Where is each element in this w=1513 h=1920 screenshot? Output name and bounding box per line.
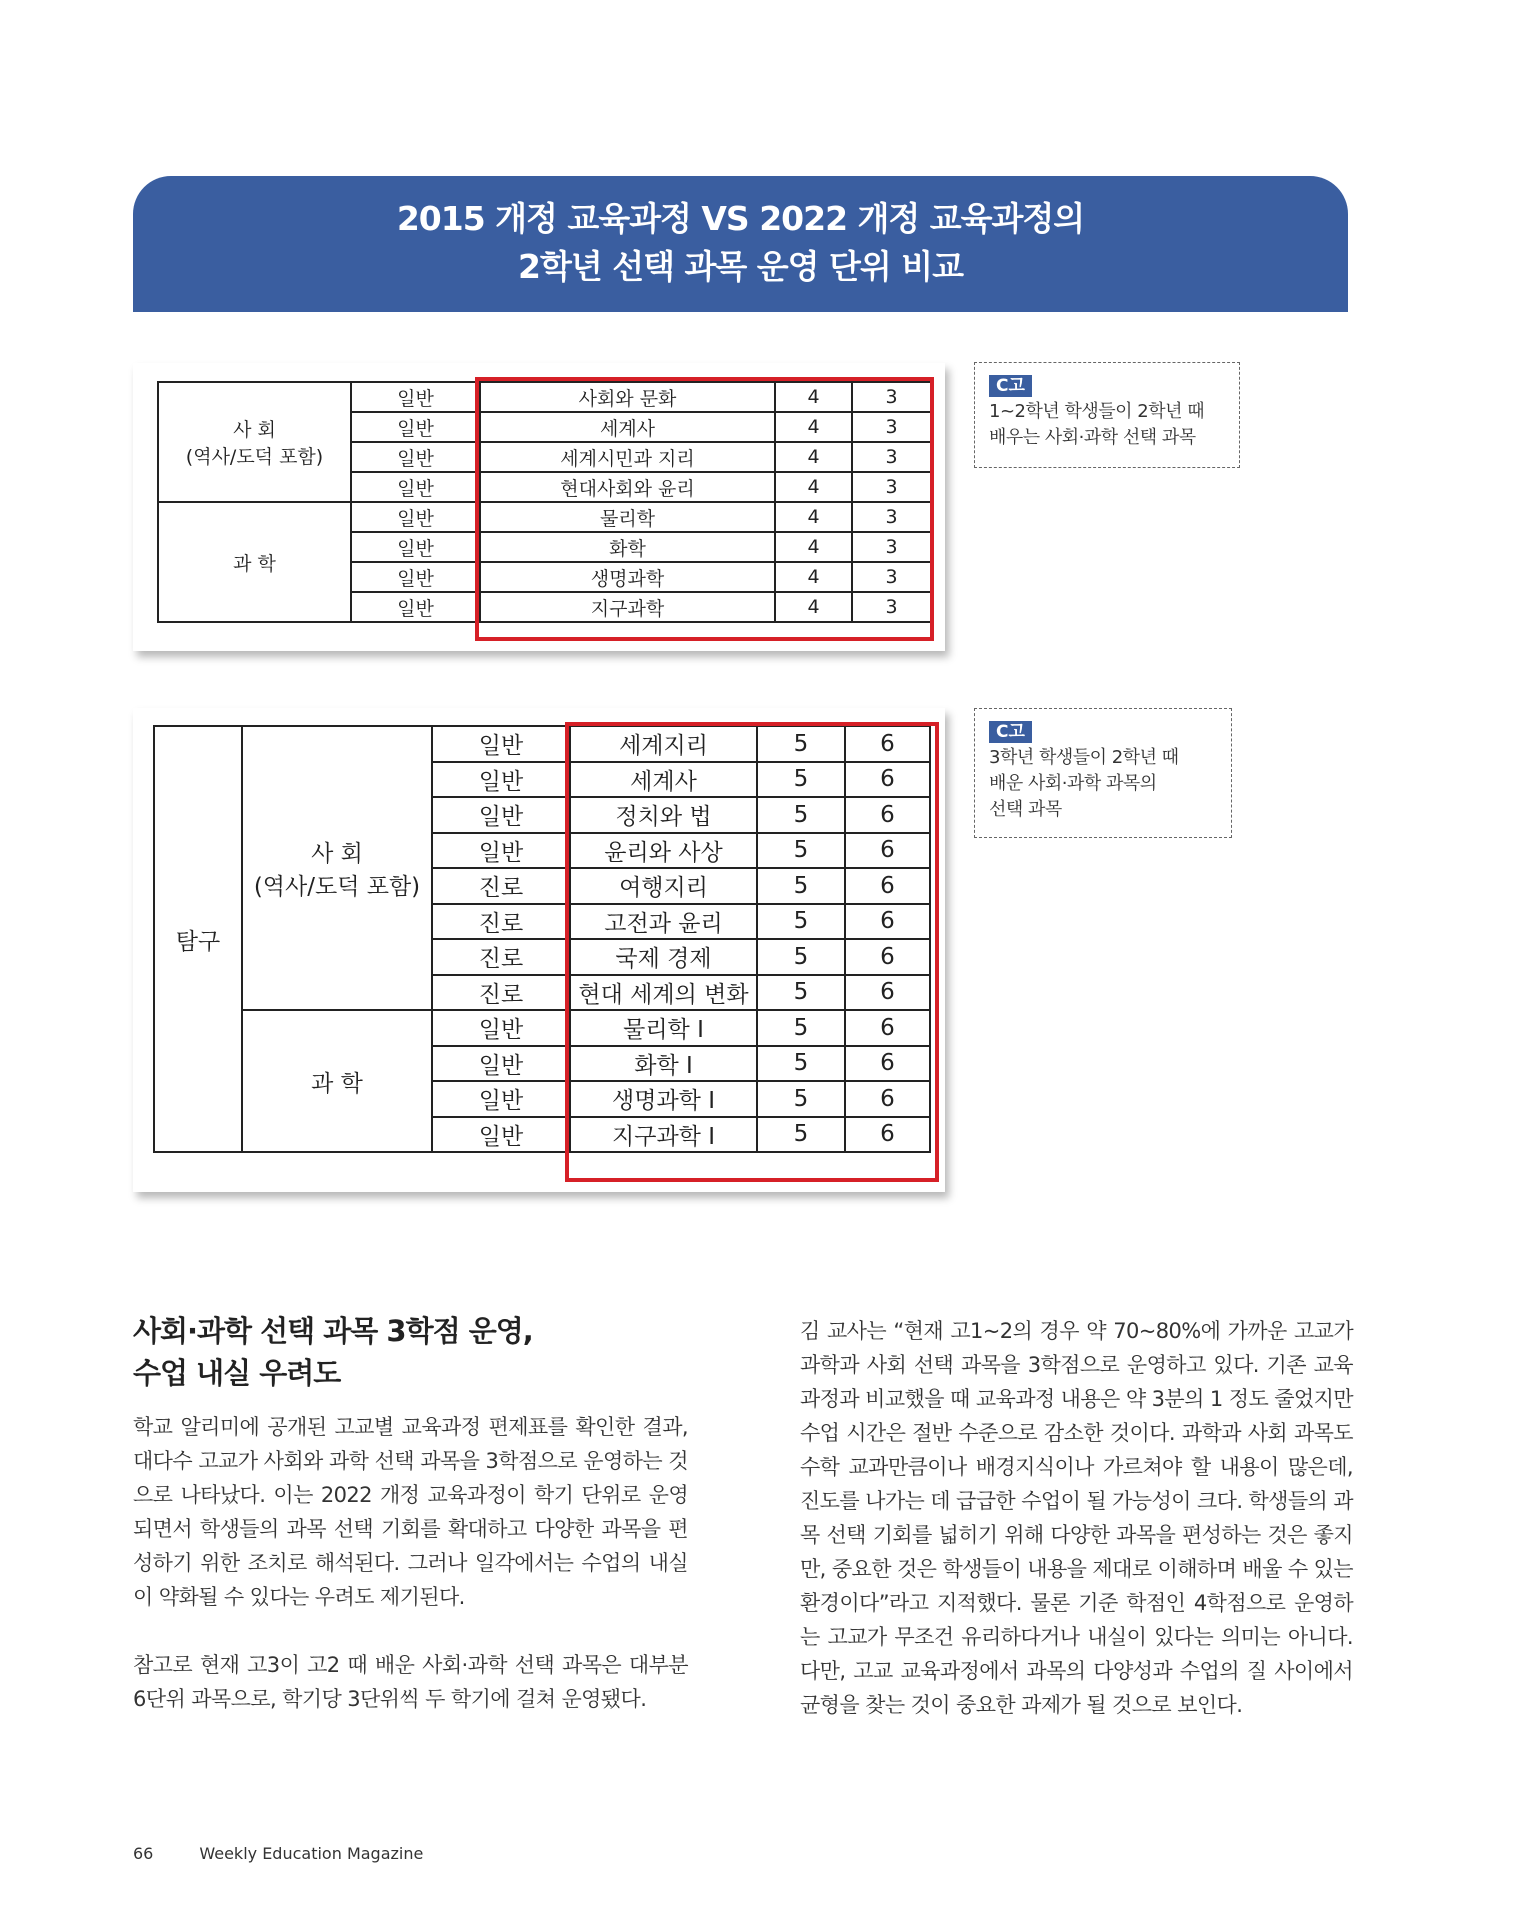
units-a-cell: 5 (757, 1010, 845, 1046)
subject-group-cell (158, 382, 351, 502)
group-name-line2: (역사/도덕 포함) (185, 446, 324, 468)
subject-cell: 고전과 윤리 (570, 904, 757, 940)
table2-panel (133, 708, 945, 1192)
units-b-cell: 6 (845, 975, 930, 1011)
subject-group-cell (158, 502, 351, 622)
subject-cell: 현대 세계의 변화 (570, 975, 757, 1011)
course-type-cell: 일반 (351, 562, 480, 592)
table1-note (974, 362, 1240, 468)
units-2022-cell: 3 (852, 472, 931, 502)
subject-cell: 현대사회와 윤리 (480, 472, 775, 502)
course-type-cell: 일반 (351, 592, 480, 622)
article-heading-line2: 수업 내실 우려도 (133, 1356, 341, 1390)
subject-cell: 물리학 (480, 502, 775, 532)
subject-cell: 세계사 (570, 762, 757, 798)
group-name-line1: 사 회 (311, 841, 363, 867)
units-a-cell: 5 (757, 939, 845, 975)
units-a-cell: 5 (757, 762, 845, 798)
table-row (158, 502, 931, 532)
units-b-cell: 6 (845, 762, 930, 798)
units-b-cell: 6 (845, 797, 930, 833)
units-2015-cell: 4 (775, 412, 852, 442)
units-b-cell: 6 (845, 939, 930, 975)
course-type-cell: 일반 (432, 1046, 570, 1082)
note2-line3: 선택 과목 (989, 799, 1062, 820)
units-a-cell: 5 (757, 1046, 845, 1082)
units-2022-cell: 3 (852, 442, 931, 472)
course-type-cell: 일반 (351, 532, 480, 562)
units-2015-cell: 4 (775, 472, 852, 502)
units-a-cell: 5 (757, 797, 845, 833)
units-b-cell: 6 (845, 1010, 930, 1046)
subject-cell: 사회와 문화 (480, 382, 775, 412)
article-paragraph-3: 김 교사는 “현재 고1~2의 경우 약 70~80%에 가까운 고교가 과학과 사회 선택 과목을 3학점으로 운영하고 있다. 기존 교육과정과 비교했을 때 교육과정 내용은 약 3분의 1 정도 줄었지만 수업 시간은 절반 수준으로 감소한 것이다. 과학과 사회 과목도 수학 교과만큼이나 배경지식이나 가르쳐야 할 내용이 많은데, 진도를 나가는 데 급급한 수업이 될 가능성이 크다. 학생들의 과목 선택 기회를 넓히기 위해 다양한 과목을 편성하는 것은 좋지만, 중요한 것은 학생들이 내용을 제대로 이해하며 배울 수 있는 환경이다”라고 지적했다. 물론 기준 학점인 4학점으로 운영하는 고교가 무조건 유리하다거나 내실이 있다는 의미는 아니다. 다만, 고교 교육과정에서 과목의 다양성과 수업의 질 사이에서 균형을 찾는 것이 중요한 과제가 될 것으로 보인다. (800, 1319, 1353, 1717)
subject-cell: 여행지리 (570, 868, 757, 904)
title-banner (133, 176, 1348, 312)
units-2015-cell: 4 (775, 502, 852, 532)
subject-cell: 국제 경제 (570, 939, 757, 975)
units-a-cell: 5 (757, 975, 845, 1011)
subject-cell: 화학 (480, 532, 775, 562)
note1-badge: C고 (989, 375, 1032, 397)
subject-cell: 생명과학 I (570, 1081, 757, 1117)
note1-line1: 1~2학년 학생들이 2학년 때 (989, 401, 1205, 422)
magazine-name: Weekly Education Magazine (199, 1844, 424, 1863)
note1-line2: 배우는 사회·과학 선택 과목 (989, 427, 1196, 448)
units-a-cell: 5 (757, 868, 845, 904)
note2-line1: 3학년 학생들이 2학년 때 (989, 747, 1179, 768)
subject-cell: 윤리와 사상 (570, 833, 757, 869)
group-name-line1: 사 회 (233, 419, 276, 441)
course-type-cell: 일반 (351, 502, 480, 532)
table-row (154, 1010, 930, 1046)
article-heading-line1: 사회·과학 선택 과목 3학점 운영, (133, 1314, 533, 1348)
table1 (157, 381, 932, 623)
course-type-cell: 진로 (432, 868, 570, 904)
course-type-cell: 일반 (432, 1081, 570, 1117)
units-a-cell: 5 (757, 904, 845, 940)
units-2022-cell: 3 (852, 562, 931, 592)
units-b-cell: 6 (845, 1046, 930, 1082)
units-2015-cell: 4 (775, 382, 852, 412)
units-a-cell: 5 (757, 1081, 845, 1117)
article-paragraph-1: 학교 알리미에 공개된 고교별 교육과정 편제표를 확인한 결과, 대다수 고교가 사회와 과학 선택 과목을 3학점으로 운영하는 것으로 나타났다. 이는 2022 개정 교육과정이 학기 단위로 운영되면서 학생들의 과목 선택 기회를 확대하고 다양한 과목을 편성하기 위한 조치로 해석된다. 그러나 일각에서는 수업의 내실이 약화될 수 있다는 우려도 제기된다. (133, 1415, 688, 1609)
page-number: 66 (133, 1844, 154, 1863)
course-type-cell: 진로 (432, 975, 570, 1011)
article-heading (133, 1310, 533, 1394)
page-footer (133, 1844, 469, 1863)
course-type-cell: 일반 (432, 1117, 570, 1153)
area-cell: 탐구 (154, 726, 242, 1152)
course-type-cell: 일반 (351, 382, 480, 412)
subject-cell: 정치와 법 (570, 797, 757, 833)
course-type-cell: 진로 (432, 939, 570, 975)
units-b-cell: 6 (845, 726, 930, 762)
units-2022-cell: 3 (852, 382, 931, 412)
note2-badge: C고 (989, 721, 1032, 743)
course-type-cell: 일반 (351, 442, 480, 472)
table-row (158, 382, 931, 412)
units-2022-cell: 3 (852, 412, 931, 442)
units-a-cell: 5 (757, 833, 845, 869)
article-paragraph-2: 참고로 현재 고3이 고2 때 배운 사회·과학 선택 과목은 대부분 6단위 과목으로, 학기당 3단위씩 두 학기에 걸쳐 운영됐다. (133, 1653, 688, 1711)
group-name-line2: (역사/도덕 포함) (253, 874, 421, 900)
table-row (154, 726, 930, 762)
subject-cell: 지구과학 I (570, 1117, 757, 1153)
note2-line2: 배운 사회·과학 과목의 (989, 773, 1157, 794)
units-2022-cell: 3 (852, 502, 931, 532)
subject-cell: 세계지리 (570, 726, 757, 762)
units-2022-cell: 3 (852, 532, 931, 562)
subject-cell: 생명과학 (480, 562, 775, 592)
banner-title-line2: 2학년 선택 과목 운영 단위 비교 (518, 247, 963, 286)
course-type-cell: 일반 (351, 412, 480, 442)
table2-note (974, 708, 1232, 838)
group-name-line1: 과 학 (311, 1070, 363, 1097)
units-a-cell: 5 (757, 726, 845, 762)
group-name-line1: 과 학 (233, 552, 276, 575)
units-b-cell: 6 (845, 904, 930, 940)
course-type-cell: 일반 (432, 726, 570, 762)
banner-title-line1: 2015 개정 교육과정 VS 2022 개정 교육과정의 (396, 199, 1085, 238)
units-b-cell: 6 (845, 868, 930, 904)
units-2015-cell: 4 (775, 562, 852, 592)
course-type-cell: 일반 (432, 833, 570, 869)
subject-group-cell (242, 726, 432, 1010)
subject-group-cell (242, 1010, 432, 1152)
course-type-cell: 일반 (432, 1010, 570, 1046)
subject-cell: 물리학 I (570, 1010, 757, 1046)
units-2015-cell: 4 (775, 442, 852, 472)
subject-cell: 세계시민과 지리 (480, 442, 775, 472)
units-2015-cell: 4 (775, 592, 852, 622)
subject-cell: 세계사 (480, 412, 775, 442)
units-2015-cell: 4 (775, 532, 852, 562)
units-b-cell: 6 (845, 833, 930, 869)
units-b-cell: 6 (845, 1117, 930, 1153)
units-b-cell: 6 (845, 1081, 930, 1117)
course-type-cell: 일반 (432, 797, 570, 833)
course-type-cell: 일반 (351, 472, 480, 502)
subject-cell: 지구과학 (480, 592, 775, 622)
table2 (153, 725, 931, 1153)
units-2022-cell: 3 (852, 592, 931, 622)
table1-panel (133, 363, 945, 651)
subject-cell: 화학 I (570, 1046, 757, 1082)
course-type-cell: 일반 (432, 762, 570, 798)
units-a-cell: 5 (757, 1117, 845, 1153)
course-type-cell: 진로 (432, 904, 570, 940)
